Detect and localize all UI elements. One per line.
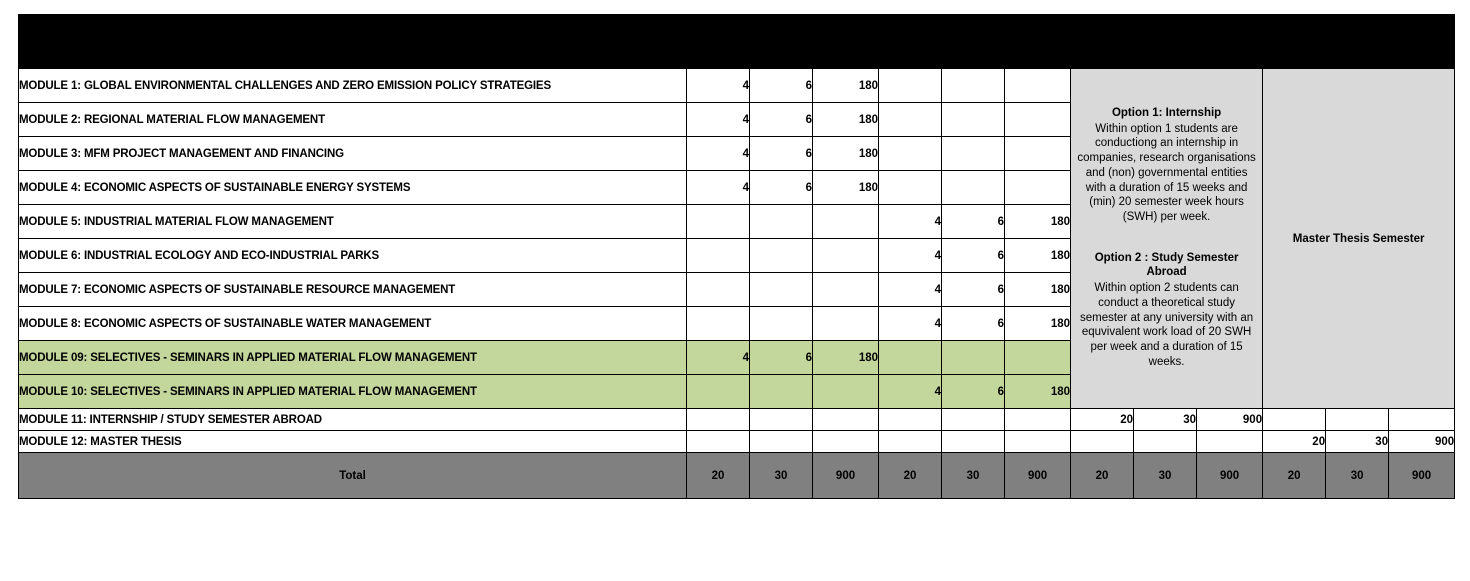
semester-3-header: Semester 3 [1071,15,1263,42]
cell-s2-workload [1005,103,1071,137]
cell-module-12-s3-ects [1134,431,1197,453]
cell-s2-workload [1005,341,1071,375]
table-header [19,15,1455,69]
cell-module-11-s1-swh [687,409,750,431]
module-11-label: MODULE 11: INTERNSHIP / STUDY SEMESTER ABROAD [19,409,687,431]
col-s1-swh: SWH [687,42,750,69]
total-s2-ects: 30 [942,453,1005,499]
cell-s2-workload [1005,171,1071,205]
total-label: Total [19,453,687,499]
cell-module-11-s2-swh [879,409,942,431]
col-s2-ects: ECTS [942,42,1005,69]
module-label: MODULE 2: REGIONAL MATERIAL FLOW MANAGEMENT [19,103,687,137]
cell-s2-swh: 4 [879,375,942,409]
col-s4-ects: ECTS [1326,42,1389,69]
cell-s2-workload: 180 [1005,205,1071,239]
cell-s1-swh: 4 [687,341,750,375]
cell-s1-swh: 4 [687,171,750,205]
cell-s2-workload: 180 [1005,273,1071,307]
cell-s2-ects [942,171,1005,205]
table-body [19,69,1455,499]
option-1-title: Option 1: Internship [1111,106,1222,119]
cell-module-12-s4-ects: 30 [1326,431,1389,453]
cell-s1-ects: 6 [750,137,813,171]
total-row [19,453,1455,499]
cell-module-11-s2-workload [1005,409,1071,431]
cell-s1-swh: 4 [687,69,750,103]
table-row [19,431,1455,453]
program-subtitle: Modules/Subjects [296,52,409,68]
cell-module-11-s4-ects [1326,409,1389,431]
col-s3-swh: SWH [1071,42,1134,69]
cell-s1-ects: 6 [750,69,813,103]
semester-1-header: Semester 1 [687,15,879,42]
total-s1-swh: 20 [687,453,750,499]
cell-s1-swh [687,205,750,239]
module-label: MODULE 3: MFM PROJECT MANAGEMENT AND FINANCING [19,137,687,171]
option-2-body: Within option 2 students can conduct a theoretical study semester at any university with an equvivalent work load of 20 SWH per week and a duration of 15 weeks. [1079,282,1254,368]
option-2-title: Option 2 : Study Semester Abroad [1094,251,1239,279]
cell-module-12-s1-swh [687,431,750,453]
program-title: MSc in International Material Flow Management [203,15,502,30]
cell-s2-ects: 6 [942,239,1005,273]
cell-s1-swh [687,375,750,409]
cell-module-11-s4-swh [1263,409,1326,431]
header-row-titles [19,15,1455,42]
cell-s2-ects: 6 [942,205,1005,239]
table-row [19,409,1455,431]
cell-module-12-s2-ects [942,431,1005,453]
col-s1-ects: ECTS [750,42,813,69]
col-s1-workload: Workload [813,42,879,69]
cell-s2-ects: 6 [942,273,1005,307]
cell-s1-ects [750,375,813,409]
module-label: MODULE 8: ECONOMIC ASPECTS OF SUSTAINABLE WATER MANAGEMENT [19,307,687,341]
cell-s2-ects [942,69,1005,103]
cell-s2-ects [942,103,1005,137]
cell-s2-swh [879,103,942,137]
total-s3-ects: 30 [1134,453,1197,499]
cell-module-12-s2-swh [879,431,942,453]
cell-s1-ects: 6 [750,341,813,375]
cell-module-12-s4-workload: 900 [1389,431,1455,453]
cell-s1-workload: 180 [813,341,879,375]
cell-module-11-s1-ects [750,409,813,431]
cell-module-11-s3-swh: 20 [1071,409,1134,431]
cell-s2-ects [942,341,1005,375]
cell-module-12-s2-workload [1005,431,1071,453]
cell-s2-swh [879,171,942,205]
col-s3-ects: ECTS [1134,42,1197,69]
cell-s1-workload [813,273,879,307]
module-label: MODULE 4: ECONOMIC ASPECTS OF SUSTAINABLE ENERGY SYSTEMS [19,171,687,205]
option-1-body: Within option 1 students are conductiong an internship in companies, research organisations and (non) governmental entities with a duration of 15 weeks and (min) 20 semester week hours (SWH) per week. [1077,122,1256,223]
panel-spacer [1075,225,1258,251]
cell-s1-workload [813,307,879,341]
cell-module-11-s4-workload [1389,409,1455,431]
cell-s1-swh [687,273,750,307]
cell-s2-ects: 6 [942,375,1005,409]
cell-s1-ects [750,239,813,273]
cell-s2-workload [1005,137,1071,171]
cell-s2-workload: 180 [1005,239,1071,273]
cell-s1-workload: 180 [813,137,879,171]
cell-s2-workload: 180 [1005,307,1071,341]
col-s4-swh: SWH [1263,42,1326,69]
module-label: MODULE 5: INDUSTRIAL MATERIAL FLOW MANAGEMENT [19,205,687,239]
total-s3-workload: 900 [1197,453,1263,499]
program-title-cell [19,15,687,69]
semester-4-thesis-panel: Master Thesis Semester [1263,69,1455,409]
cell-s1-workload [813,239,879,273]
cell-s2-swh [879,137,942,171]
total-s1-ects: 30 [750,453,813,499]
cell-module-12-s1-ects [750,431,813,453]
cell-s2-swh [879,341,942,375]
cell-module-12-s1-workload [813,431,879,453]
cell-module-11-s3-ects: 30 [1134,409,1197,431]
col-s4-workload: Workload [1389,42,1455,69]
total-s1-workload: 900 [813,453,879,499]
cell-s2-swh: 4 [879,239,942,273]
total-s2-swh: 20 [879,453,942,499]
module-12-label: MODULE 12: MASTER THESIS [19,431,687,453]
cell-s1-ects [750,205,813,239]
cell-s2-ects: 6 [942,307,1005,341]
cell-s1-workload: 180 [813,103,879,137]
col-s2-swh: SWH [879,42,942,69]
cell-s1-workload: 180 [813,69,879,103]
cell-s2-workload [1005,69,1071,103]
cell-s2-swh [879,69,942,103]
cell-module-12-s3-swh [1071,431,1134,453]
cell-s1-ects [750,273,813,307]
cell-module-11-s3-workload: 900 [1197,409,1263,431]
cell-s2-workload: 180 [1005,375,1071,409]
total-s4-swh: 20 [1263,453,1326,499]
col-s3-workload: Workload [1197,42,1263,69]
total-s3-swh: 20 [1071,453,1134,499]
cell-module-12-s3-workload [1197,431,1263,453]
cell-s2-swh: 4 [879,273,942,307]
cell-s1-swh [687,239,750,273]
cell-s2-swh: 4 [879,205,942,239]
module-label: MODULE 7: ECONOMIC ASPECTS OF SUSTAINABLE RESOURCE MANAGEMENT [19,273,687,307]
cell-module-12-s4-swh: 20 [1263,431,1326,453]
cell-s1-swh: 4 [687,137,750,171]
cell-module-11-s2-ects [942,409,1005,431]
semester-2-header: Semester 2 [879,15,1071,42]
semester-4-header: Semester 4 [1263,15,1455,42]
total-s4-ects: 30 [1326,453,1389,499]
cell-s1-swh [687,307,750,341]
semester-3-options-panel [1071,69,1263,409]
cell-s1-workload: 180 [813,171,879,205]
cell-s1-ects: 6 [750,103,813,137]
module-label: MODULE 09: SELECTIVES - SEMINARS IN APPLIED MATERIAL FLOW MANAGEMENT [19,341,687,375]
cell-s1-workload [813,375,879,409]
cell-module-11-s1-workload [813,409,879,431]
total-s2-workload: 900 [1005,453,1071,499]
cell-s1-workload [813,205,879,239]
cell-s1-ects [750,307,813,341]
module-label: MODULE 10: SELECTIVES - SEMINARS IN APPLIED MATERIAL FLOW MANAGEMENT [19,375,687,409]
cell-s1-swh: 4 [687,103,750,137]
table-row [19,69,1455,103]
cell-s2-ects [942,137,1005,171]
curriculum-table [18,14,1455,499]
col-s2-workload: Workload [1005,42,1071,69]
cell-s2-swh: 4 [879,307,942,341]
module-label: MODULE 6: INDUSTRIAL ECOLOGY AND ECO-INDUSTRIAL PARKS [19,239,687,273]
module-label: MODULE 1: GLOBAL ENVIRONMENTAL CHALLENGES AND ZERO EMISSION POLICY STRATEGIES [19,69,687,103]
cell-s1-ects: 6 [750,171,813,205]
total-s4-workload: 900 [1389,453,1455,499]
